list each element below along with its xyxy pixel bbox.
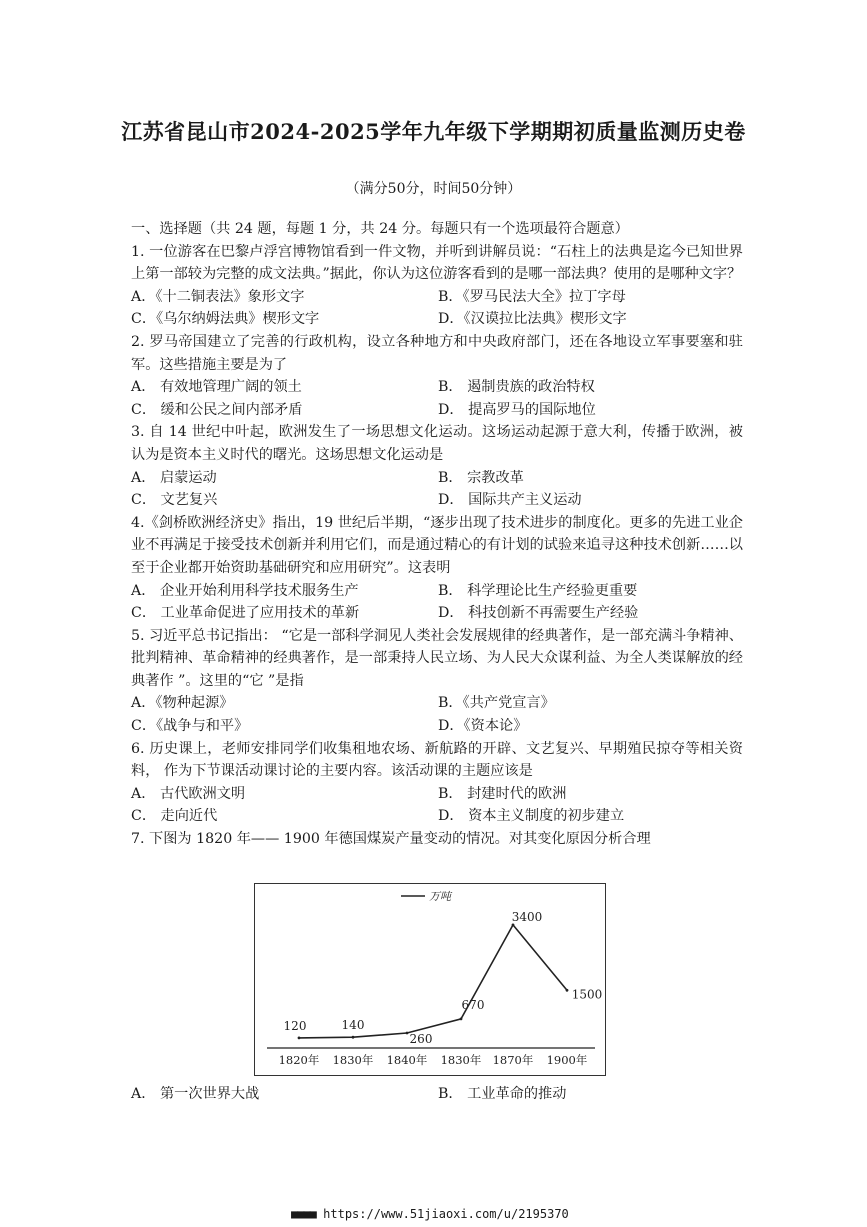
x-tick-label: 1820年 bbox=[278, 1053, 320, 1067]
option-b[interactable]: B．《共产党宣言》 bbox=[438, 695, 555, 712]
x-tick-label: 1830年 bbox=[440, 1053, 482, 1067]
data-label: 3400 bbox=[511, 909, 543, 924]
section-heading: 一、选择题（共 24 题，每题 1 分，共 24 分。每题只有一个选项最符合题意） bbox=[131, 221, 629, 237]
option-row bbox=[131, 286, 743, 309]
data-point bbox=[298, 1037, 301, 1040]
option-b[interactable]: B． 宗教改革 bbox=[438, 469, 524, 486]
x-tick-label: 1840年 bbox=[386, 1053, 428, 1067]
data-point bbox=[352, 1036, 355, 1039]
option-c[interactable]: C． 工业革命促进了应用技术的革新 bbox=[131, 605, 360, 622]
option-row bbox=[131, 602, 743, 625]
option-d[interactable]: D． 资本主义制度的初步建立 bbox=[438, 808, 625, 825]
data-point bbox=[460, 1018, 463, 1021]
question-stem: 3. 自 14 世纪中叶起，欧洲发生了一场思想文化运动。这场运动起源于意大利，传播于欧洲，被认为是资本主义时代的曙光。这场思想文化运动是 bbox=[131, 424, 743, 463]
option-a[interactable]: A． 第一次世界大战 bbox=[131, 1086, 260, 1102]
option-a[interactable]: A． 企业开始利用科学技术服务生产 bbox=[131, 582, 359, 599]
option-b[interactable]: B．《罗马民法大全》拉丁字母 bbox=[438, 288, 626, 305]
option-row bbox=[131, 399, 743, 422]
option-row bbox=[131, 715, 743, 738]
data-point bbox=[566, 989, 569, 992]
option-row bbox=[131, 308, 743, 331]
question-stem: 1. 一位游客在巴黎卢浮宫博物馆看到一件文物，并听到讲解员说：“石柱上的法典是迄今已知世界上第一部较为完整的成文法典。”据此，你认为这位游客看到的是哪一部法典？使用的是哪种文字？ bbox=[131, 243, 743, 283]
question-stem: 4.《剑桥欧洲经济史》指出，19 世纪后半期，“逐步出现了技术进步的制度化。更多的先进工业企业不再满足于接受技术创新并利用它们，而是通过精心的有计划的试验来追寻这种技术创新……以至于企业都开始资助基础研究和应用研究”。这表明 bbox=[131, 514, 743, 576]
data-label: 140 bbox=[341, 1018, 365, 1033]
x-tick-label: 1900年 bbox=[546, 1053, 588, 1067]
coal-output-chart bbox=[254, 883, 606, 1076]
option-b[interactable]: B． 封建时代的欧洲 bbox=[438, 785, 567, 802]
option-c[interactable]: C． 文艺复兴 bbox=[131, 492, 218, 509]
option-a[interactable]: A． 有效地管理广阔的领土 bbox=[131, 379, 302, 396]
option-c[interactable]: C． 走向近代 bbox=[131, 808, 218, 825]
data-label: 1500 bbox=[571, 987, 603, 1002]
option-row bbox=[131, 805, 743, 828]
data-point bbox=[512, 924, 515, 927]
option-d[interactable]: D． 提高罗马的国际地位 bbox=[438, 401, 596, 418]
question-stem: 6. 历史课上，老师安排同学们收集租地农场、新航路的开辟、文艺复兴、早期殖民掠夺等相关资料， 作为下节课活动课讨论的主要内容。该活动课的主题应该是 bbox=[131, 740, 743, 780]
option-c[interactable]: C．《乌尔纳姆法典》楔形文字 bbox=[131, 311, 320, 328]
option-d[interactable]: D．《汉谟拉比法典》楔形文字 bbox=[438, 311, 627, 328]
option-row bbox=[131, 580, 743, 603]
option-d[interactable]: D． 科技创新不再需要生产经验 bbox=[438, 605, 639, 622]
option-row bbox=[131, 783, 743, 806]
watermark-mark: ■■■■ bbox=[291, 1207, 316, 1221]
option-row bbox=[131, 1083, 743, 1105]
source-url[interactable]: https://www.51jiaoxi.com/u/2195370 bbox=[323, 1207, 569, 1221]
footer-watermark bbox=[291, 1207, 569, 1221]
option-a[interactable]: A．《物种起源》 bbox=[131, 695, 234, 712]
x-tick-label: 1870年 bbox=[492, 1053, 534, 1067]
option-b[interactable]: B． 工业革命的推动 bbox=[438, 1086, 567, 1102]
option-row bbox=[131, 692, 743, 715]
option-b[interactable]: B． 遏制贵族的政治特权 bbox=[438, 379, 595, 396]
option-c[interactable]: C．《战争与和平》 bbox=[131, 718, 249, 735]
series-line bbox=[299, 925, 567, 1038]
option-a[interactable]: A． 启蒙运动 bbox=[131, 469, 217, 486]
data-label: 120 bbox=[283, 1018, 307, 1033]
question-stem: 2. 罗马帝国建立了完善的行政机构，设立各种地方和中央政府部门，还在各地设立军事要塞和驻军。这些措施主要是为了 bbox=[131, 333, 743, 373]
option-a[interactable]: A． 古代欧洲文明 bbox=[131, 785, 246, 802]
option-row bbox=[131, 376, 743, 399]
option-c[interactable]: C． 缓和公民之间内部矛盾 bbox=[131, 401, 303, 418]
exam-info: （满分50分，时间50分钟） bbox=[345, 181, 522, 197]
option-d[interactable]: D．《资本论》 bbox=[438, 718, 528, 735]
question-list bbox=[131, 218, 743, 851]
question-stem: 5. 习近平总书记指出： “它是一部科学洞见人类社会发展规律的经典著作，是一部充满斗争精神、 批判精神、革命精神的经典著作，是一部秉持人民立场、为人民大众谋利益、为全人类谋解放的经典著作 ”。这里的“它 ”是指 bbox=[131, 627, 743, 689]
line-chart bbox=[255, 884, 605, 1075]
page-title: 江苏省昆山市2024-2025学年九年级下学期期初质量监测历史卷 bbox=[121, 119, 746, 144]
question-stem: 7. 下图为 1820 年—— 1900 年德国煤炭产量变动的情况。对其变化原因分析合理 bbox=[131, 831, 651, 848]
data-point bbox=[406, 1032, 409, 1035]
option-d[interactable]: D． 国际共产主义运动 bbox=[438, 492, 582, 509]
option-a[interactable]: A．《十二铜表法》象形文字 bbox=[131, 288, 305, 305]
x-tick-label: 1830年 bbox=[332, 1053, 374, 1067]
option-row bbox=[131, 489, 743, 512]
data-label: 670 bbox=[461, 997, 485, 1012]
data-label: 260 bbox=[409, 1032, 433, 1046]
option-b[interactable]: B． 科学理论比生产经验更重要 bbox=[438, 582, 638, 599]
option-row bbox=[131, 467, 743, 490]
legend-label: 万吨 bbox=[429, 890, 451, 903]
